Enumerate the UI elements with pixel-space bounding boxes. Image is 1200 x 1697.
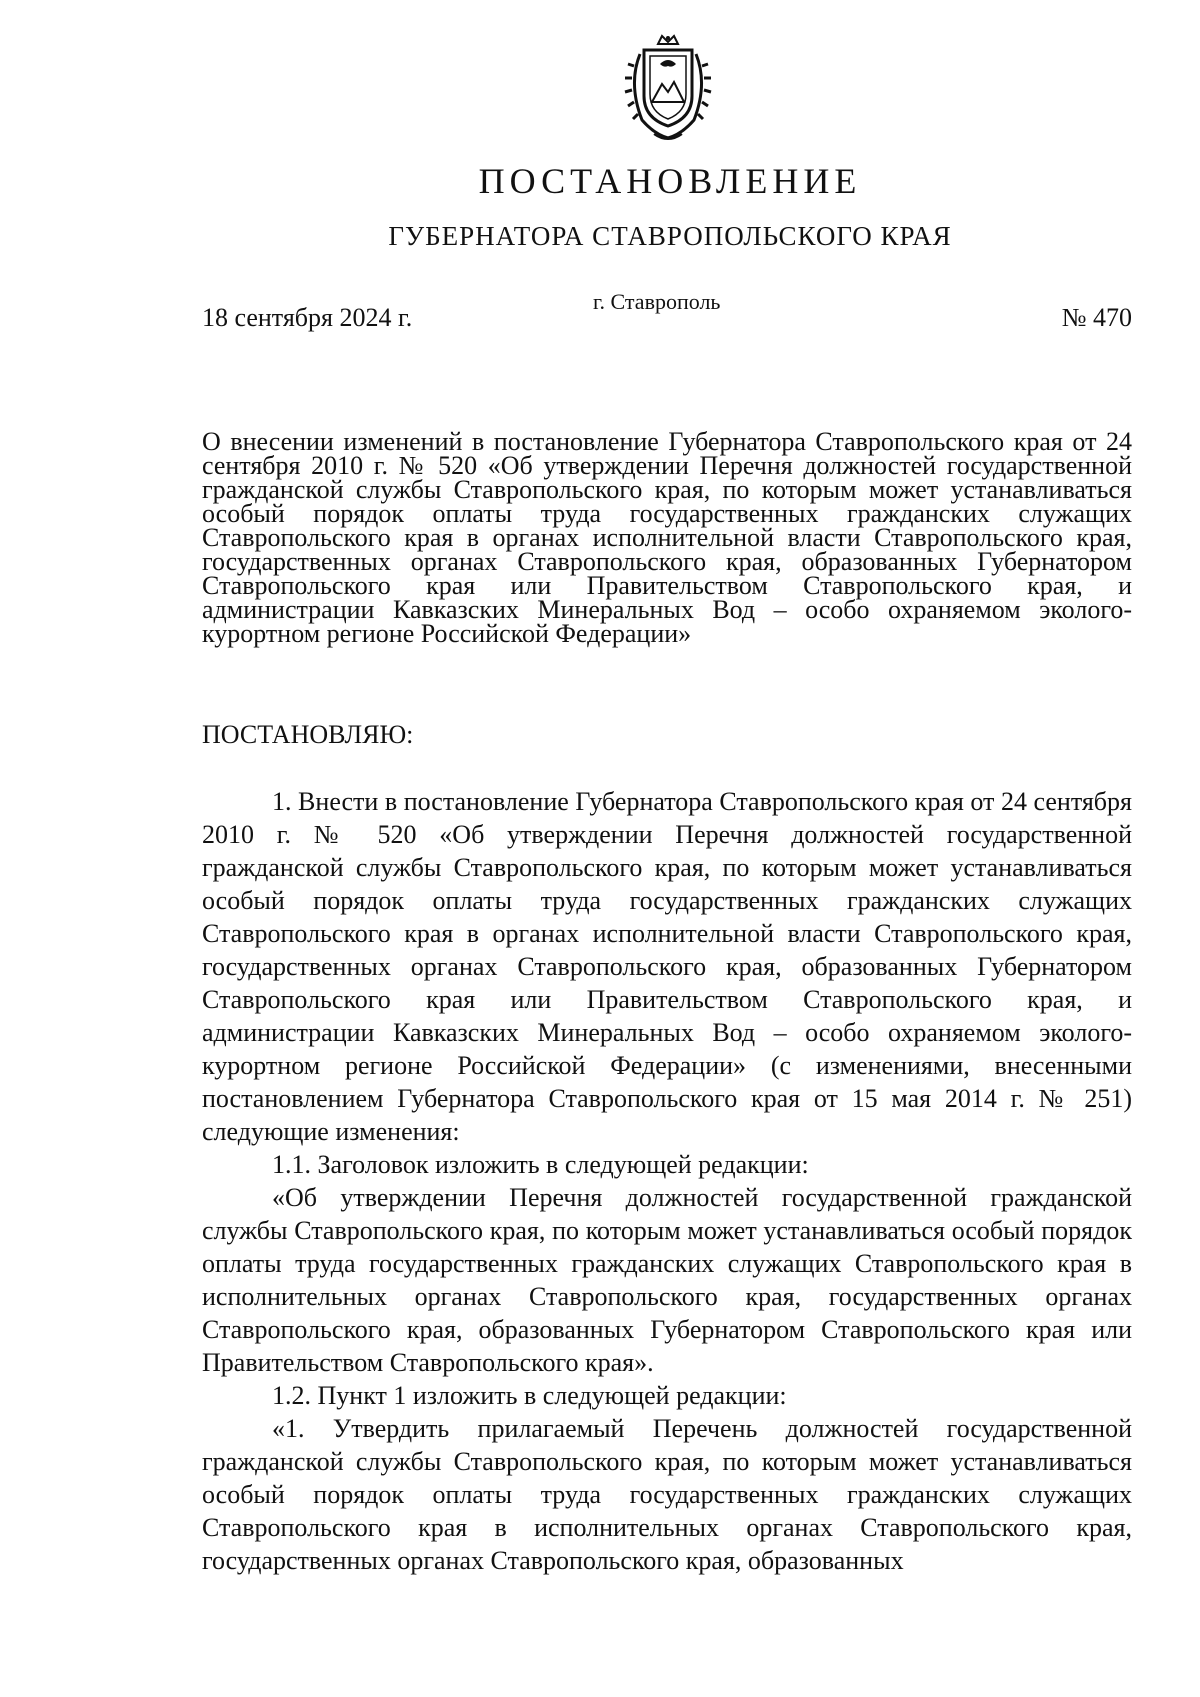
decree-word: ПОСТАНОВЛЯЮ: bbox=[202, 720, 414, 749]
document-number: № 470 bbox=[1061, 303, 1132, 332]
paragraph: 1. Внести в постановление Губернатора Ставропольского края от 24 сентября 2010 г. № 520 «Об утверждении Перечня должностей государственной гражданской службы Ставропольского края, по которым может устанавливаться особый порядок оплаты труда государственных гражданских служащих Ставропольского края в органах исполнительной власти Ставропольского края, государственных органах Ставропольского края, образованных Губернатором Ставропольского края или Правительством Ставропольского края, и администрации Кавказских Минеральных Вод – особо охраняемом эколого-курортном регионе Российской Федерации» (с изменениями, внесенными постановлением Губернатора Ставропольского края от 15 мая 2014 г. № 251) следующие изменения: bbox=[202, 787, 1132, 1146]
document-subtitle: ГУБЕРНАТОРА СТАВРОПОЛЬСКОГО КРАЯ bbox=[388, 221, 952, 251]
coat-of-arms-icon bbox=[620, 34, 716, 146]
document-city: г. Ставрополь bbox=[593, 289, 721, 314]
paragraph: «1. Утвердить прилагаемый Перечень должностей государственной гражданской службы Ставропольского края, по которым может устанавливаться особый порядок оплаты труда государственных гражданских служащих Ставропольского края в исполнительных органах Ставропольского края, государственных органах Ставропольского края, образованных bbox=[202, 1414, 1132, 1575]
paragraph: «Об утверждении Перечня должностей государственной гражданской службы Ставропольского края, по которым может устанавливаться особый порядок оплаты труда государственных гражданских служащих Ставропольского края в исполнительных органах Ставропольского края, государственных органах Ставропольского края, образованных Губернатором Ставропольского края или Правительством Ставропольского края». bbox=[202, 1183, 1132, 1377]
paragraph: 1.1. Заголовок изложить в следующей редакции: bbox=[272, 1150, 809, 1179]
document-date: 18 сентября 2024 г. bbox=[202, 303, 413, 332]
document-heading: О внесении изменений в постановление Губернатора Ставропольского края от 24 сентября 2010 г. № 520 «Об утверждении Перечня должностей государственной гражданской службы Ставропольского края, по которым может устанавливаться особый порядок оплаты труда государственных гражданских служащих Ставропольского края в органах исполнительной власти Ставропольского края, государственных органах Ставропольского края, образованных Губернатором Ставропольского края или Правительством Ставропольского края, и администрации Кавказских Минеральных Вод – особо охраняемом эколого-курортном регионе Российской Федерации» bbox=[202, 427, 1132, 648]
paragraph: 1.2. Пункт 1 изложить в следующей редакции: bbox=[272, 1381, 787, 1410]
document-body bbox=[202, 785, 1132, 1577]
document-title: ПОСТАНОВЛЕНИЕ bbox=[478, 161, 862, 201]
